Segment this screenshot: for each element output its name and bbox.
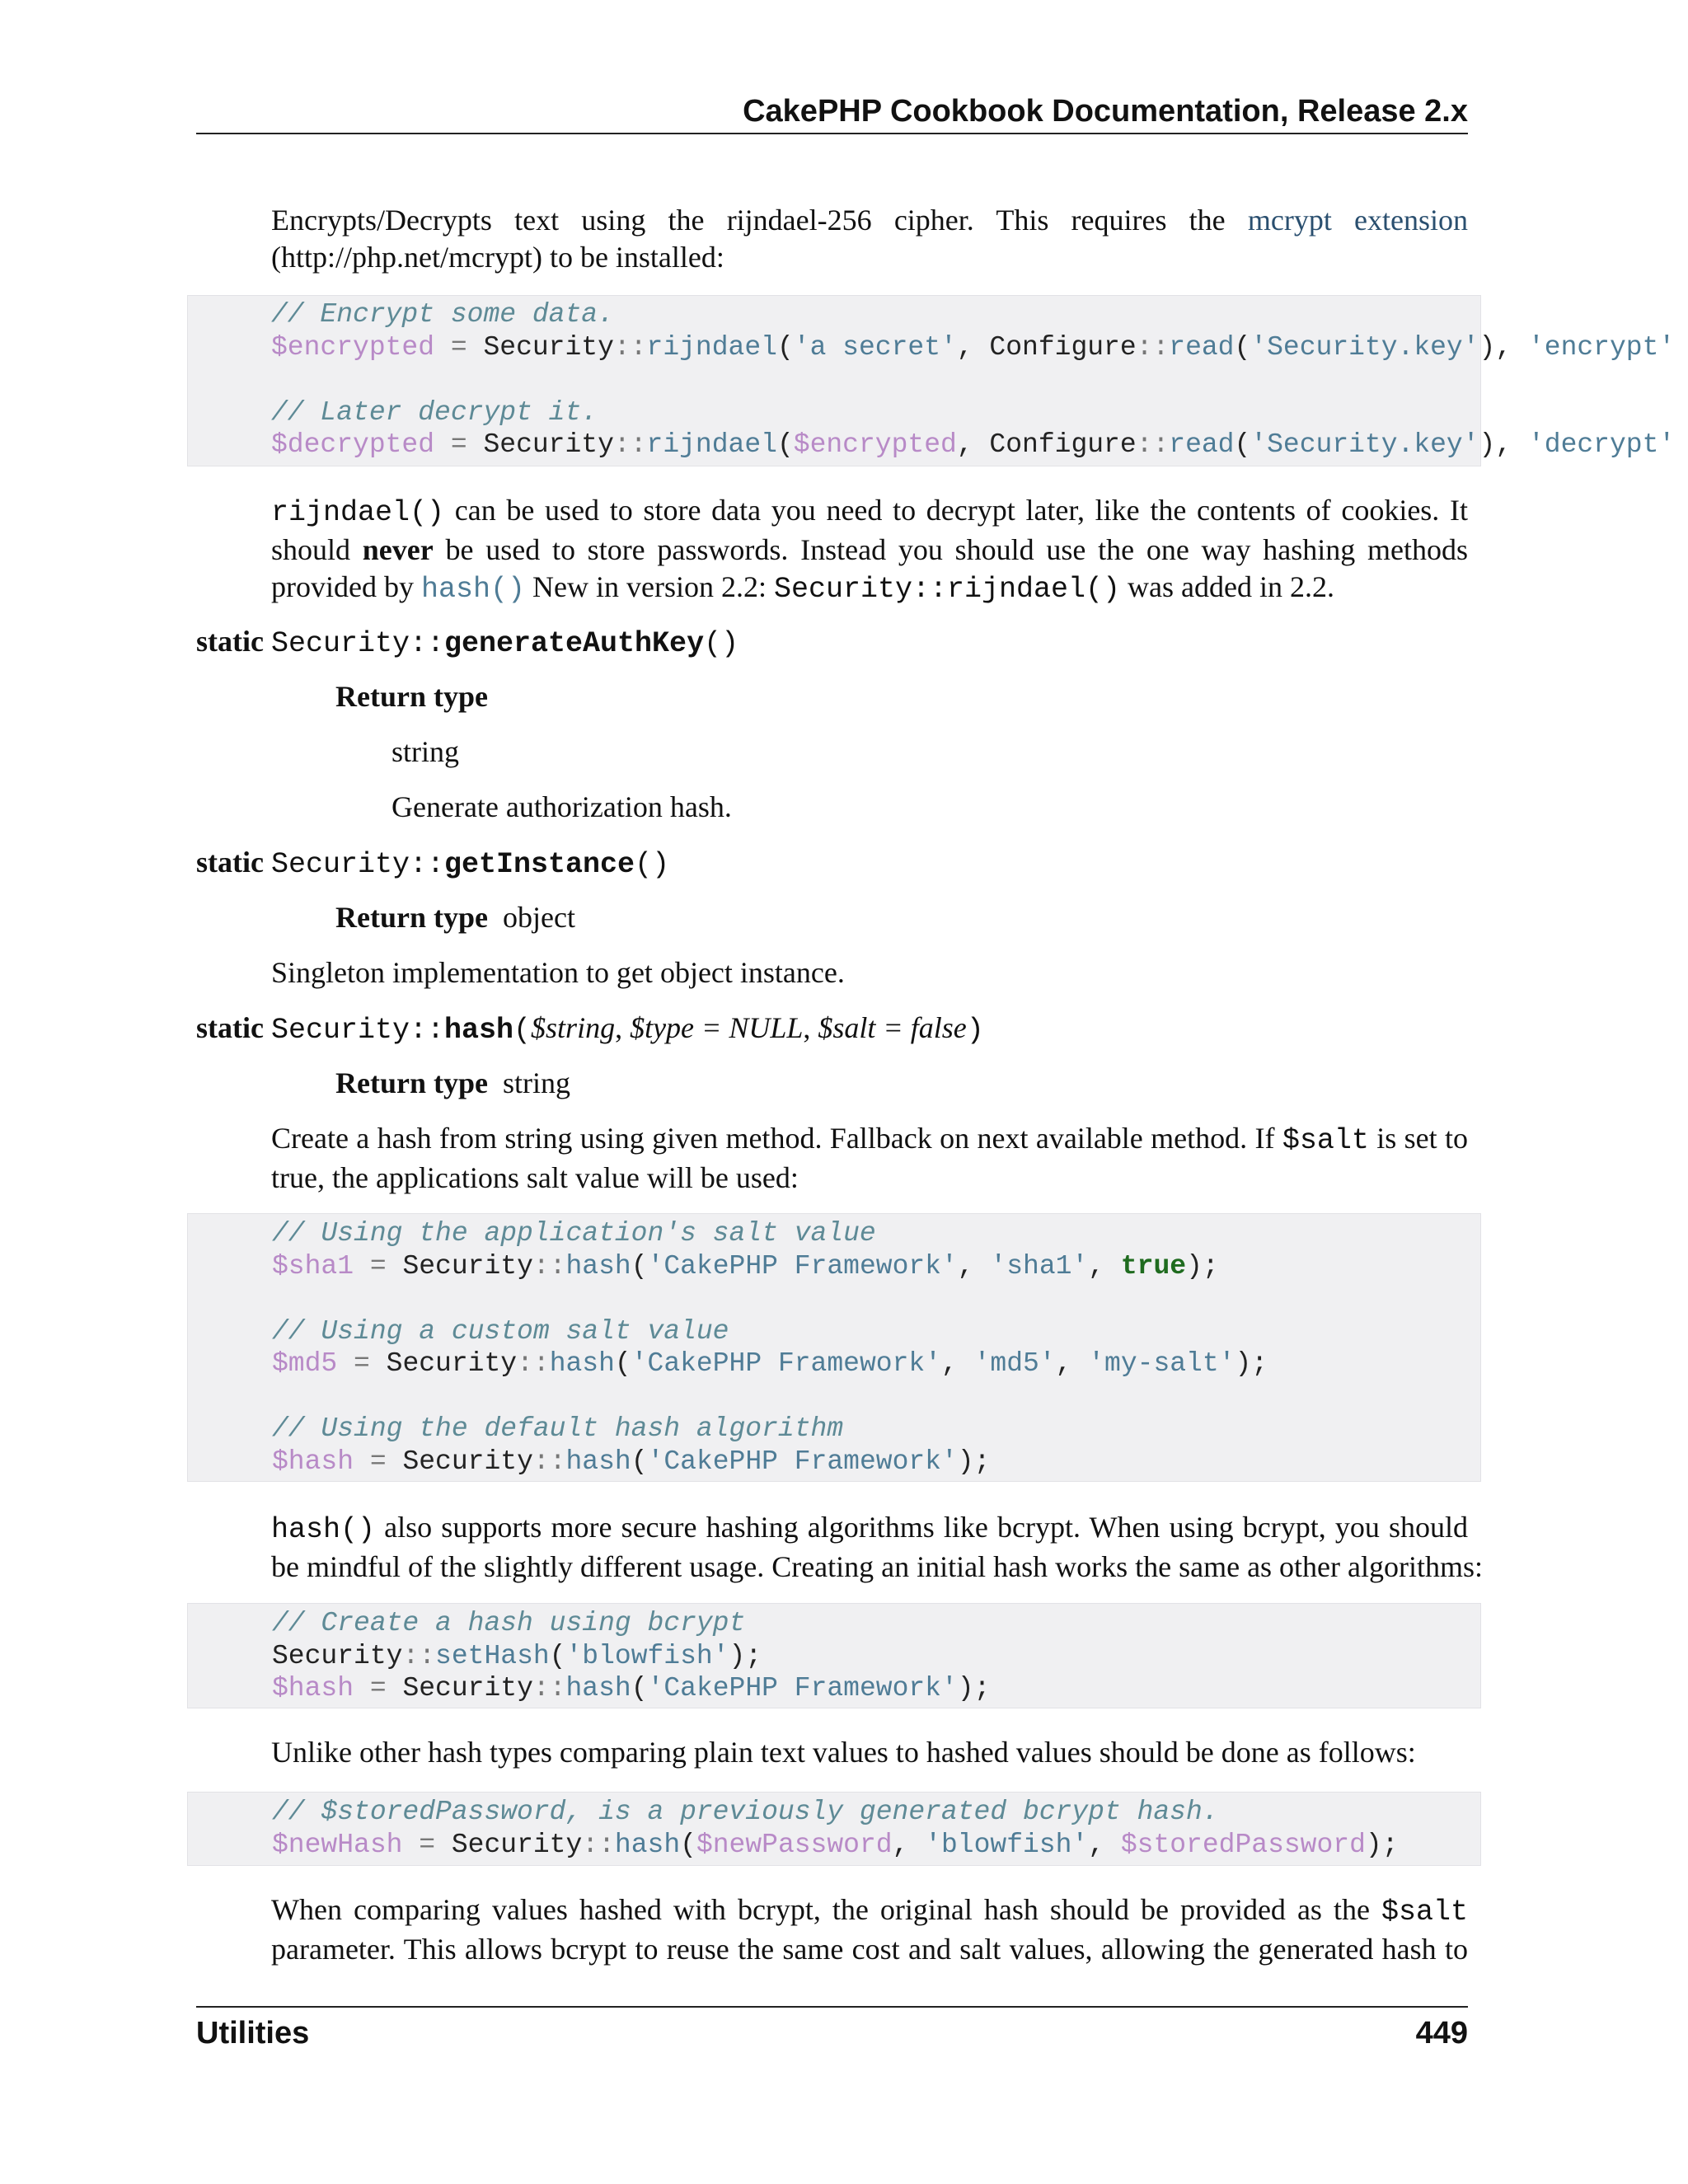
instance-description: Singleton implementation to get object instance.: [271, 956, 845, 989]
header-rule: [196, 133, 1468, 134]
hash-paragraph: Create a hash from string using given method. Fallback on next available method. If $salt is set to true, the applications salt value will be used:: [271, 1122, 1468, 1194]
rijndael-paragraph: rijndael() can be used to store data you need to decrypt later, like the contents of cookies. It should never be used to store passwords. Instead you should use the one way hashing methods provided by hash() New in version 2.2: Security::rijndael() was added in 2.2.: [271, 494, 1468, 606]
code-block-rijndael: [187, 295, 1688, 465]
intro-line-1: Encrypts/Decrypts text using the rijndael-256 cipher. This requires the mcrypt extension: [271, 204, 1468, 237]
mcrypt-extension-link[interactable]: mcrypt extension: [1247, 204, 1468, 237]
signature-getInstance: static Security::getInstance(): [196, 846, 670, 881]
code-rijndael-text: // Encrypt some data. $encrypted = Security::rijndael('a secret', Configure::read('Security.key'), 'encrypt' // Later decrypt it. $decrypted = Security::rijndael($encrypted, Configure::read('Security.key'), 'decrypt': [271, 299, 1676, 460]
signature-generateAuthKey: static Security::generateAuthKey(): [196, 625, 739, 660]
compare-paragraph: Unlike other hash types comparing plain text values to hashed values should be done as follows:: [271, 1736, 1416, 1769]
intro-line-2: (http://php.net/mcrypt) to be installed:: [271, 241, 724, 274]
generate-return-type-value: string: [392, 735, 460, 768]
bcrypt-paragraph: hash() also supports more secure hashing algorithms like bcrypt. When using bcrypt, you should be mindful of the slightly different usage. Creating an initial hash works the same as other algorithms:: [271, 1511, 1484, 1583]
code-compare-text: // $storedPassword, is a previously generated bcrypt hash. $newHash = Security::hash($newPassword, 'blowfish', $storedPassword);: [272, 1797, 1399, 1860]
signature-hash: static Security::hash($string, $type = NULL, $salt = false): [196, 1011, 984, 1047]
code-block-bcrypt: [187, 1603, 1481, 1708]
hash-function-link[interactable]: hash(): [420, 573, 525, 606]
instance-return-type: Return type object: [335, 901, 575, 934]
footer-rule: [196, 2006, 1468, 2008]
code-bcrypt-text: // Create a hash using bcrypt Security::setHash('blowfish'); $hash = Security::hash('CakePHP Framework');: [272, 1608, 991, 1704]
code-block-compare: [187, 1792, 1481, 1866]
generate-return-type-label: Return type: [335, 680, 488, 713]
footer-page-number: 449: [1415, 2016, 1468, 2050]
generate-description: Generate authorization hash.: [392, 790, 732, 823]
code-hash-text: // Using the application's salt value $sha1 = Security::hash('CakePHP Framework', 'sha1', true); // Using a custom salt value $md5 = Security::hash('CakePHP Framework', 'md5', 'my-salt'); // Using the default hash algorithm $hash = Security::hash('CakePHP Framework');: [272, 1218, 1268, 1477]
code-block-hash: [187, 1213, 1481, 1482]
intro-paragraph: [271, 202, 1468, 276]
hash-return-type: Return type string: [335, 1066, 570, 1099]
running-header: CakePHP Cookbook Documentation, Release 2.x: [743, 94, 1468, 129]
footer-section-title: Utilities: [196, 2016, 310, 2050]
final-paragraph: When comparing values hashed with bcrypt, the original hash should be provided as the $salt parameter. This allows bcrypt to reuse the same cost and salt values, allowing the generated hash to: [271, 1893, 1468, 1966]
